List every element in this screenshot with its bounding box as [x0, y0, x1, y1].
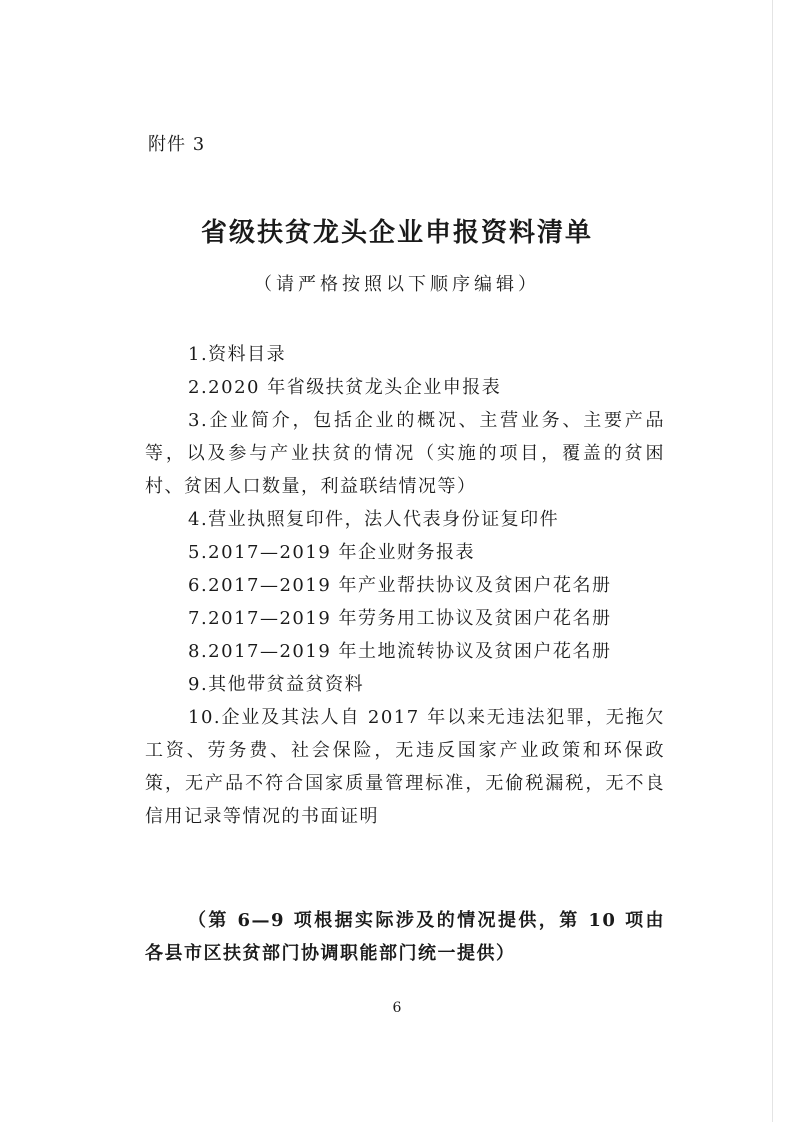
list-item-9: 9.其他带贫益贫资料 [188, 674, 365, 695]
scan-fold-line [772, 0, 773, 1122]
list-item-3: 3.企业简介，包括企业的概况、主营业务、主要产品等，以及参与产业扶贫的情况（实施的项目，覆盖的贫困村、贫困人口数量，利益联结情况等） [145, 410, 665, 497]
document-title: 省级扶贫龙头企业申报资料清单 [200, 218, 593, 248]
list-item-10: 10.企业及其法人自 2017 年以来无违法犯罪，无拖欠工资、劳务费、社会保险，无违反国家产业政策和环保政策，无产品不符合国家质量管理标准，无偷税漏税，无不良信用记录等情况的书面证明 [145, 707, 665, 827]
requirements-list [145, 338, 665, 833]
supplementary-note: （第 6—9 项根据实际涉及的情况提供，第 10 项由各县市区扶贫部门协调职能部门统一提供） [145, 910, 665, 964]
list-item-7: 7.2017—2019 年劳务用工协议及贫困户花名册 [188, 608, 612, 629]
document-subtitle: （请严格按照以下顺序编辑） [254, 274, 540, 295]
page-number: 6 [392, 1000, 402, 1016]
list-item-1: 1.资料目录 [188, 344, 287, 365]
list-item-5: 5.2017—2019 年企业财务报表 [188, 542, 476, 563]
list-item-8: 8.2017—2019 年土地流转协议及贫困户花名册 [188, 641, 612, 662]
list-item-2: 2.2020 年省级扶贫龙头企业申报表 [188, 377, 502, 398]
attachment-label: 附件 3 [148, 134, 206, 155]
list-item-6: 6.2017—2019 年产业帮扶协议及贫困户花名册 [188, 575, 612, 596]
list-item-4: 4.营业执照复印件，法人代表身份证复印件 [188, 509, 560, 530]
